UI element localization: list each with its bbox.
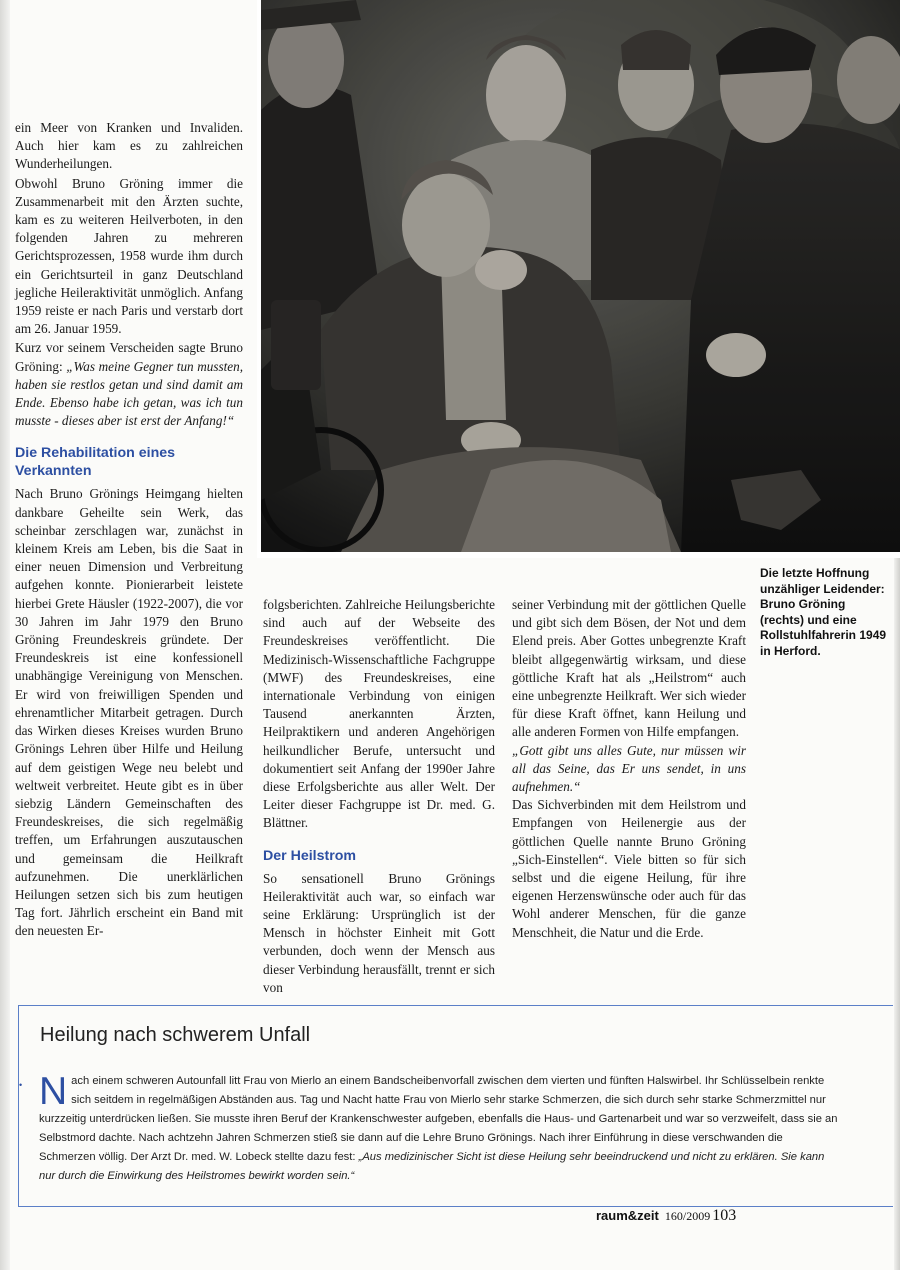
photo-caption: Die letzte Hoffnung unzähliger Leidender: Bruno Gröning (rechts) und eine Rollstuhlfahrerin 1949 in Herford. [760, 566, 887, 658]
drop-cap: N [39, 1070, 68, 1113]
box-title: Heilung nach schwerem Unfall [40, 1024, 311, 1046]
text-column-2 [263, 596, 495, 997]
paragraph: So sensationell Bruno Grönings Heileraktivität auch war, so einfach war seine Erklärung: Ursprünglich ist der Mensch in höchster Einheit mit Gott verbunden, doch wenn der Mensch aus dieser Verbindung herausfällt, trennt er sich von [263, 870, 495, 995]
doctor-quote: „Aus medizinischer Sicht ist diese Heilung sehr beeindruckend und nicht zu erklären. Sie kann nur durch die Einwirkung des Heilstromes bewirkt worden sein.“ [39, 1151, 825, 1182]
groening-quote: „Was meine Gegner tun mussten, haben sie restlos getan und sind damit am Ende. Ebenso habe ich getan, was ich tun musste - dieses aber ist erst der Anfang!“ [15, 358, 244, 429]
page-number: 103 [712, 1207, 737, 1224]
text-column-3 [512, 596, 746, 942]
historic-photo [257, 0, 900, 558]
paragraph: folgsberichten. Zahlreiche Heilungsberichte sind auch auf der Webseite des Freundeskreises veröffentlicht. Die Medizinisch-Wissenschaftliche Fachgruppe (MWF) des Freundeskreises, eine internationale Verbindung von einigen Tausend anerkannten Ärzten, Heilpraktikern und anderen Angehörigen heilkundlicher Berufe, untersucht und dokumentiert seit Anfang der 1990er Jahre diese Erfolgsberichte aus aller Welt. Der Leiter dieser Fachgruppe ist Dr. med. G. Blättner. [263, 597, 495, 831]
page-fold-shadow [0, 0, 10, 1270]
section-heading-rehabilitation: Die Rehabilitation eines Verkannten [15, 445, 176, 480]
section-heading-heilstrom: Der Heilstrom [263, 847, 357, 864]
paragraph-quote: Kurz vor seinem Verscheiden sagte Bruno Gröning: „Was meine Gegner tun mussten, haben sie restlos getan und sind damit am Ende. Ebenso habe ich getan, was ich tun musste - dieses aber ist erst der Anfang!“ [15, 340, 244, 429]
paragraph: seiner Verbindung mit der göttlichen Quelle und gibt sich dem Bösen, der Not und dem Elend preis. Aber Gottes unbegrenzte Kraft bleibt allgegenwärtig wirksam, und diese göttliche Kraft hat als „Heilstrom“ auch eine unbegrenzte Heilkraft. Wer sich wieder für diese Kraft öffnet, kann Heilung und alle anderen Formen von Hilfe empfangen. [512, 597, 746, 740]
page-footer [596, 1207, 736, 1225]
paragraph: Das Sichverbinden mit dem Heilstrom und Empfangen von Heilenergie aus der göttlichen Quelle nannte Bruno Gröning „Sich-Einstellen“. Viele bitten so für sich selbst und die eigene Heilung, für ihre eigenen Herzenswünsche oder auch für das Wohl anderer Menschen, für die ganze Menschheit, die Natur und die Erde. [512, 797, 746, 940]
magazine-brand: raum&zeit [596, 1208, 659, 1223]
text-column-1 [15, 119, 243, 941]
photo-illustration [261, 0, 900, 552]
groening-quote: „Gott gibt uns alles Gute, nur müssen wir all das Seine, das Er uns sendet, in uns aufnehmen.“ [512, 742, 746, 795]
box-body: Nach einem schweren Autounfall litt Frau von Mierlo an einem Bandscheibenvorfall zwischen dem vierten und fünften Halswirbel. Ihr Schlüsselbein renkte sich seitdem in regelmäßigen Abständen aus. Tag und Nacht hatte Frau von Mierlo sehr starke Schmerzen, die sich durch sehr starke Schmerzmittel nur kurzzeitig unterdrücken ließen. Sie musste ihren Beruf der Krankenschwester aufgeben, ebenfalls die Haus- und Gartenarbeit und war so verzweifelt, dass sie an Selbstmord dachte. Nach achtzehn Jahren Schmerzen stieß sie dann auf die Lehre Bruno Grönings. Nach ihrer Einführung in diese verschwanden die Schmerzen völlig. Der Arzt Dr. med. W. Lobeck stellte dazu fest: „Aus medizinischer Sicht ist diese Heilung sehr beeindruckend und nicht zu erklären. Sie kann nur durch die Einwirkung des Heilstromes bewirkt worden sein.“ [39, 1070, 838, 1182]
issue-number: 160/2009 [664, 1209, 711, 1223]
testimonial-box [18, 1005, 893, 1207]
paragraph: Obwohl Bruno Gröning immer die Zusammenarbeit mit den Ärzten suchte, kam es zu weiteren Heilverboten, in den folgenden Jahren zu mehreren Gerichtsprozessen, 1958 wurde ihm durch ein Gerichtsurteil in ganz Deutschland jegliche Heileraktivität unmöglich. Anfang 1959 reiste er nach Paris und verstarb dort am 26. Januar 1959. [15, 175, 243, 337]
paragraph: Nach Bruno Grönings Heimgang hielten dankbare Geheilte sein Werk, das scheinbar zerschlagen war, zunächst in kleinem Kreis am Leben, bis die Saat in einer neuen Dimension und Verbreitung aufgehen konnte. Pionierarbeit leistete hierbei Grete Häusler (1922-2007), die vor 30 Jahren im Jahr 1979 den Bruno Gröning Freundeskreis gründete. Der Freundeskreis ist eine konfessionell unabhängige Vereinigung von Menschen. Er wird von freiwilligen Spenden und ehrenamtlicher Mitarbeit getragen. Durch das Wirken dieses Kreises wurden Bruno Grönings Lehren über Hilfe und Heilung auf dem geistigen Wege neu belebt und weltweit verbreitet. Heute gibt es in über siebzig Ländern Gemeinschaften des Freundeskreises, die sich regelmäßig treffen, um Erfahrungen auszutauschen und gemeinsam die Heilkraft aufzunehmen. Die unerklärlichen Heilungen setzen sich bis zum heutigen Tag fort. Jährlich erscheint ein Band mit den neuesten Er- [15, 486, 243, 939]
paragraph: ein Meer von Kranken und Invaliden. Auch hier kam es zu zahlreichen Wunderheilungen. [15, 120, 243, 172]
bullet-dot-icon: • [19, 1080, 23, 1090]
